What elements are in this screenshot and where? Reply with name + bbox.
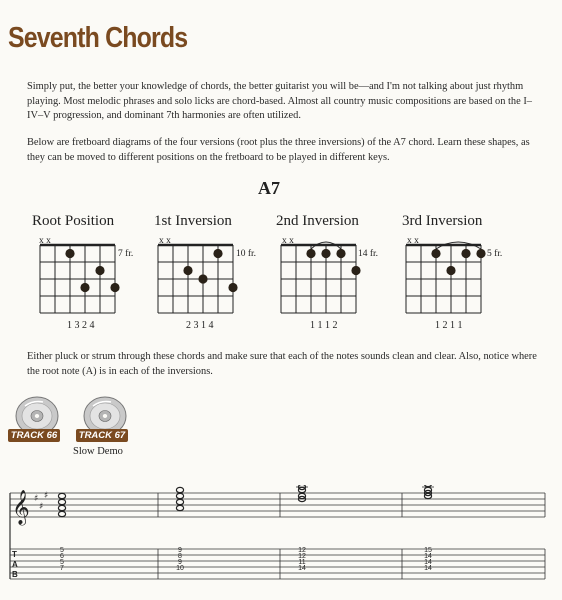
tab-number: 10 xyxy=(176,565,184,572)
track-66-button[interactable]: TRACK 66 xyxy=(8,429,60,442)
finger-dot xyxy=(65,249,74,258)
fret-position-3rd: 5 fr. xyxy=(487,249,503,259)
notation-and-tab xyxy=(0,485,562,600)
diagram-label-root: Root Position xyxy=(32,213,115,229)
fingering-3rd: 1 2 1 1 xyxy=(435,320,463,331)
tab-number: 6 xyxy=(60,553,64,560)
tab-number: 12 xyxy=(298,547,306,554)
fret-position-root: 7 fr. xyxy=(118,249,134,259)
tab-number: 5 xyxy=(60,559,64,566)
finger-dot xyxy=(213,249,222,258)
tab-number: 14 xyxy=(424,553,432,560)
tab-number: 9 xyxy=(178,547,182,554)
fretboard-1st-inversion xyxy=(158,245,234,315)
fingering-2nd: 1 1 1 2 xyxy=(310,320,338,331)
muted-strings-1st: x x xyxy=(159,236,171,246)
finger-dot xyxy=(446,266,455,275)
tab-number: 14 xyxy=(424,559,432,566)
track-67-button[interactable]: TRACK 67 xyxy=(76,429,128,442)
diagram-intro-paragraph: Below are fretboard diagrams of the four versions (root plus the three inversions) of the A7 chord. Learn these shapes, as they can be moved to different positions on the fretboard to be played in different keys. xyxy=(27,137,530,163)
finger-dot xyxy=(198,274,207,283)
diagram-label-2nd: 2nd Inversion xyxy=(276,213,359,229)
svg-text:𝄞: 𝄞 xyxy=(12,490,30,525)
finger-dot xyxy=(321,249,330,258)
diagram-label-1st: 1st Inversion xyxy=(154,213,232,229)
tab-number: 8 xyxy=(178,553,182,560)
tab-number: 5 xyxy=(60,547,64,554)
finger-dot xyxy=(110,283,119,292)
tab-number: 12 xyxy=(298,553,306,560)
fret-position-1st: 10 fr. xyxy=(236,249,257,259)
svg-text:♯: ♯ xyxy=(44,491,49,501)
tab-number: 7 xyxy=(60,565,64,572)
chord-name: A7 xyxy=(258,178,280,198)
practice-paragraph: Either pluck or strum through these chords and make sure that each of the notes sounds clean and clear. Also, notice where the root note (A) is in each of the inversions. xyxy=(27,351,537,377)
finger-dot xyxy=(95,266,104,275)
fretboard-root-position xyxy=(40,245,116,315)
tab-number: 14 xyxy=(298,565,306,572)
finger-dot xyxy=(461,249,470,258)
page-title: Seventh Chords xyxy=(8,22,188,54)
muted-strings-2nd: x x xyxy=(282,236,294,246)
finger-dot xyxy=(476,249,485,258)
fingering-1st: 2 3 1 4 xyxy=(186,320,214,331)
tab-number: 11 xyxy=(298,559,306,566)
tab-number: 15 xyxy=(424,547,432,554)
svg-text:♯: ♯ xyxy=(39,502,44,512)
svg-text:♯: ♯ xyxy=(34,494,39,504)
diagram-label-3rd: 3rd Inversion xyxy=(402,213,483,229)
intro-paragraph: Simply put, the better your knowledge of chords, the better guitarist you will be—and I'm not talking about just rhythm playing. Most melodic phrases and solo licks are chord-based. Almost all country music compositions are based on the I–IV–V progression, and dominant 7th harmonies are often utilized. xyxy=(27,81,532,122)
tab-letter: A xyxy=(12,560,18,569)
fretboard-3rd-inversion xyxy=(406,245,482,315)
tab-number: 14 xyxy=(424,565,432,572)
tab-number: 9 xyxy=(178,559,182,566)
finger-dot xyxy=(80,283,89,292)
muted-strings-3rd: x x xyxy=(407,236,419,246)
track-caption: Slow Demo xyxy=(73,446,123,457)
finger-dot xyxy=(306,249,315,258)
finger-dot xyxy=(431,249,440,258)
fingering-root: 1 3 2 4 xyxy=(67,320,95,331)
tab-letter: T xyxy=(12,550,17,559)
finger-dot xyxy=(336,249,345,258)
finger-dot xyxy=(228,283,237,292)
finger-dot xyxy=(351,266,360,275)
tab-letter: B xyxy=(12,570,18,579)
fretboard-2nd-inversion xyxy=(281,245,357,315)
fret-position-2nd: 14 fr. xyxy=(358,249,379,259)
muted-strings-root: x x xyxy=(39,236,51,246)
finger-dot xyxy=(183,266,192,275)
